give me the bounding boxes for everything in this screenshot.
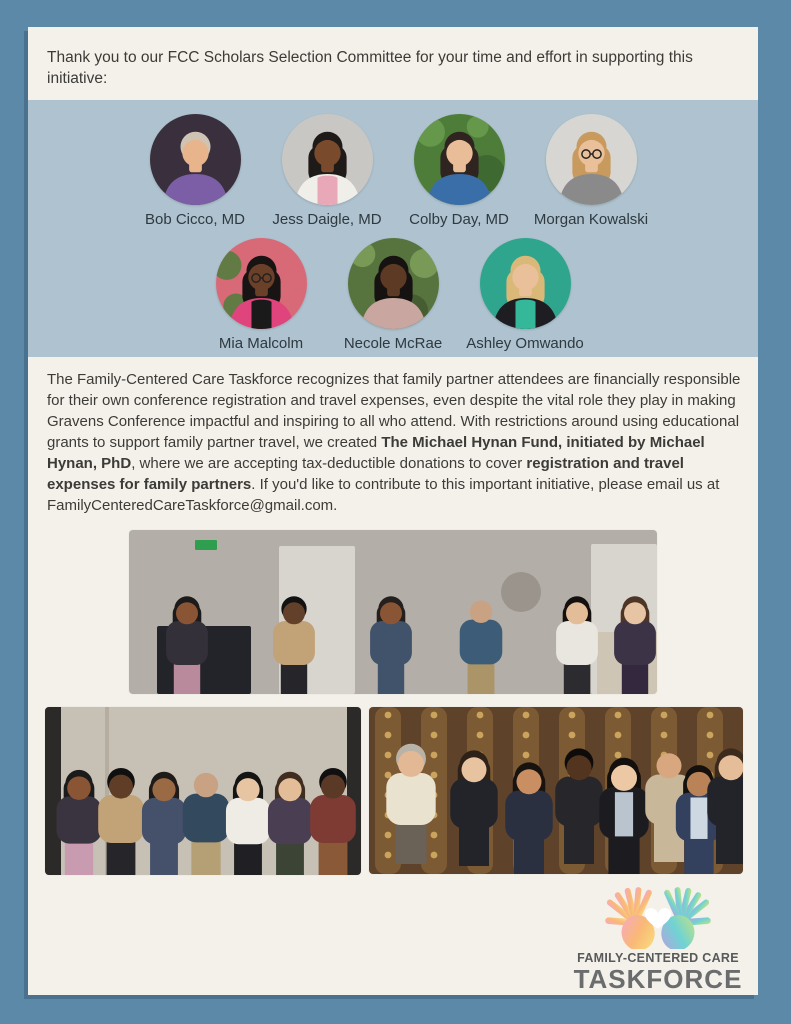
logo-line2: TASKFORCE xyxy=(573,964,743,994)
member-name: Morgan Kowalski xyxy=(533,210,649,228)
member-photo xyxy=(348,238,439,329)
committee-member xyxy=(137,114,253,228)
member-photo xyxy=(546,114,637,205)
paragraph-segment: The Family-Centered Care Taskforce recognizes that family partner attendees are financially responsible for their own conference registration and travel expenses, even despite the vital role they play in making Gravens Conference impactful and inspiring to all who attend. With restrictions around using educational grants to support family partner travel, we created xyxy=(47,370,741,451)
paragraph-segment-email: . If you'd like to contribute to this important initiative, please email us at FamilyCenteredCareTaskforce@gmail.com. xyxy=(47,475,720,514)
member-name: Bob Cicco, MD xyxy=(144,210,246,228)
taskforce-logo xyxy=(568,883,748,995)
member-name: Necole McRae xyxy=(343,334,443,352)
rainbow-hands-heart-icon xyxy=(590,883,726,949)
group-photo-left xyxy=(45,707,361,875)
expenses-bold-text: registration and travel expenses for family partners xyxy=(47,454,684,493)
group-photo-conference xyxy=(129,530,657,694)
logo-line1: FAMILY-CENTERED CARE xyxy=(577,951,739,965)
fund-paragraph xyxy=(28,357,758,518)
page xyxy=(28,27,758,995)
michael-hynan-fund-text: The Michael Hynan Fund, initiated by Michael Hynan, PhD xyxy=(47,433,705,472)
member-name: Mia Malcolm xyxy=(218,334,304,352)
committee-row-1 xyxy=(137,114,649,228)
committee-member xyxy=(533,114,649,228)
member-photo xyxy=(282,114,373,205)
member-photo xyxy=(216,238,307,329)
committee-member xyxy=(401,114,517,228)
member-name: Jess Daigle, MD xyxy=(272,210,382,228)
paragraph-segment: , where we are accepting tax-deductible donations to cover xyxy=(131,454,527,472)
committee-row-2 xyxy=(203,238,583,352)
main-photo-wrap xyxy=(28,530,758,694)
intro-text: Thank you to our FCC Scholars Selection Committee for your time and effort in supporting this initiative: xyxy=(47,49,693,87)
member-photo xyxy=(480,238,571,329)
member-name: Ashley Omwando xyxy=(466,334,584,352)
member-photo xyxy=(150,114,241,205)
member-name: Colby Day, MD xyxy=(409,210,509,228)
photo-row xyxy=(45,707,743,875)
committee-member xyxy=(467,238,583,352)
committee-band xyxy=(28,100,758,357)
committee-member xyxy=(203,238,319,352)
committee-member xyxy=(335,238,451,352)
group-photo-right xyxy=(369,707,743,874)
committee-member xyxy=(269,114,385,228)
member-photo xyxy=(414,114,505,205)
